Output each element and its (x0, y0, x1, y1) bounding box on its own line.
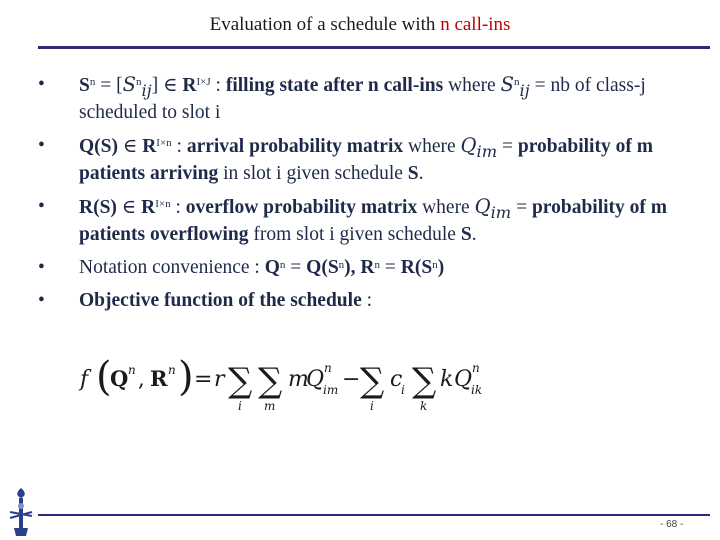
formula-q-sup: n (128, 363, 136, 377)
formula-sum-m: ∑ (258, 361, 283, 401)
formula-qim-sub: im (323, 383, 339, 397)
formula-qik-sub: ik (471, 383, 483, 397)
bullet-list (38, 74, 698, 323)
formula-qik: Q (454, 367, 473, 392)
objective-formula (78, 352, 498, 416)
bullet-dot: • (38, 74, 45, 95)
formula-m: m (288, 367, 309, 392)
title-divider (38, 46, 710, 49)
formula-sum-k: ∑ (412, 361, 437, 401)
formula-r-scalar: r (214, 367, 225, 392)
formula-minus: − (342, 367, 361, 392)
formula-sum-i-index: i (238, 399, 242, 413)
bullet-arrival-matrix: • Q(S) ∈ $R^{I\times n}$ : arrival probability matrix where $Q_{im}$ = probability of m patients arriving in slot i given schedule S. (38, 133, 653, 184)
formula-comma: , (138, 367, 145, 391)
formula-f: f (80, 367, 89, 392)
formula-c-sub: i (401, 383, 405, 397)
formula-r-sup: n (168, 363, 176, 377)
formula-sum-k-index: k (420, 399, 428, 413)
formula-sum-i2-index: i (370, 399, 374, 413)
formula-qim: Q (306, 367, 325, 392)
bullet-overflow-matrix: • R(S) ∈ $R^{I\times n}$ : overflow probability matrix where $Q_{im}$ = probability of m patients overflowing from slot i given schedule S. (38, 194, 668, 245)
formula-sum-i: ∑ (228, 361, 253, 401)
formula-c: c (390, 367, 403, 392)
formula-qik-sup: n (472, 361, 480, 375)
bullet-dot: • (38, 256, 45, 278)
bullet-filling-state: • $S^n = [S^n_{ij}]$ ∈ $R^{I\times J}$ : filling state after n call-ins where $S^n_{ij}$ = nb of class-j scheduled to slot i (38, 73, 646, 123)
bullet-dot: • (38, 195, 45, 217)
bullet-dot: • (38, 134, 45, 156)
formula-q: Q (110, 366, 129, 391)
formula-k: k (440, 367, 454, 392)
title-text: Evaluation of a schedule with (209, 14, 441, 35)
bullet-objective: • Objective function of the schedule : (38, 289, 373, 311)
title-accent: n call-ins (440, 14, 511, 35)
formula-qim-sup: n (324, 361, 332, 375)
institution-logo-icon (6, 486, 36, 538)
formula-eq: = (194, 367, 213, 392)
formula-sum-i2: ∑ (360, 361, 385, 401)
formula-paren-right: ) (178, 354, 194, 400)
bullet-dot: • (38, 289, 45, 311)
slide-title (0, 14, 720, 36)
page-number: - 68 - (660, 519, 684, 530)
footer-divider (38, 514, 710, 516)
formula-paren-left: ( (96, 354, 112, 400)
formula-sum-m-index: m (264, 399, 276, 413)
formula-r: R (150, 366, 168, 391)
bullet-notation: • Notation convenience : $Q^n = Q(S^n)$, $R^n = R(S^n)$ (38, 256, 445, 278)
